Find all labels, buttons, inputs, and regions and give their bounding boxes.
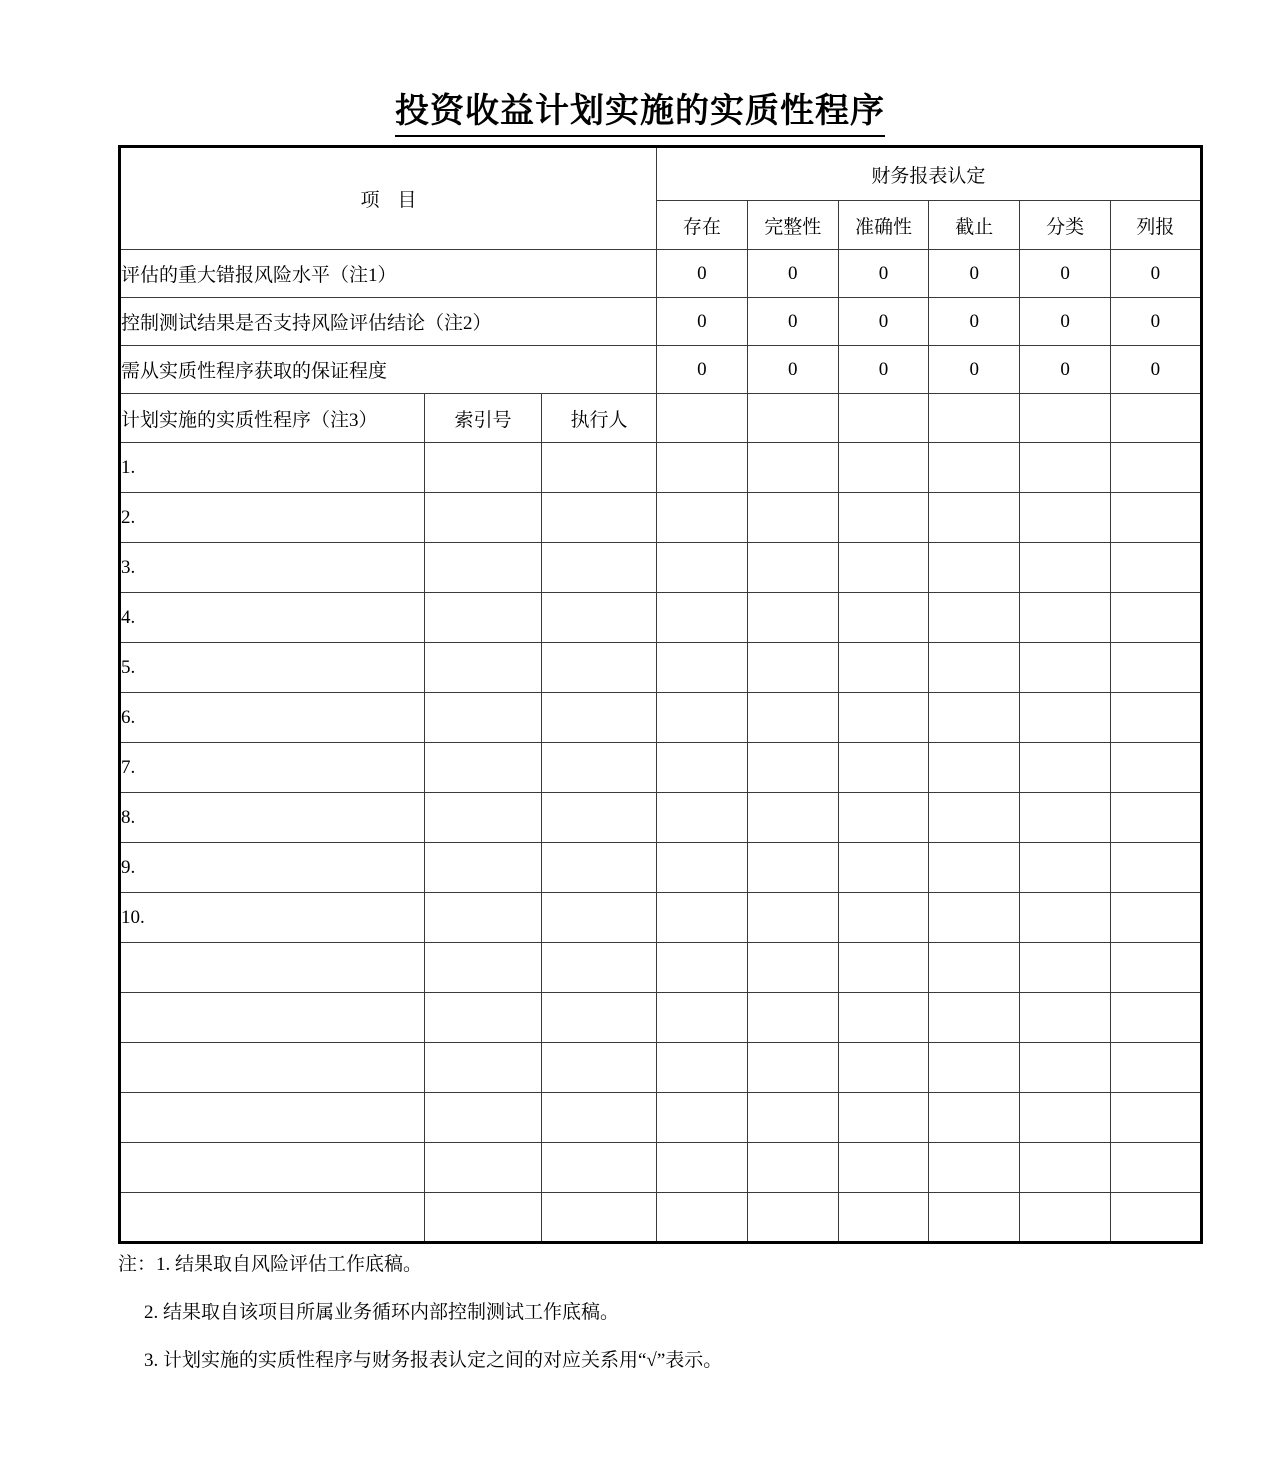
procedure-row-2-existence-cell[interactable] (657, 543, 748, 593)
procedure-row-10-cutoff-cell[interactable] (929, 943, 1020, 993)
procedure-row-14-label[interactable] (120, 1143, 425, 1193)
procedure-row-14-classification-cell[interactable] (1020, 1143, 1111, 1193)
table-row (120, 843, 1202, 893)
procedure-row-2-classification-cell[interactable] (1020, 543, 1111, 593)
procedure-row-5-existence-cell[interactable] (657, 693, 748, 743)
procedure-row-8-label[interactable]: 9. (120, 843, 425, 893)
header-assertion-presentation: 列报 (1110, 201, 1201, 250)
procedure-row-13-classification-cell[interactable] (1020, 1093, 1111, 1143)
risk-row-label-1: 控制测试结果是否支持风险评估结论（注2） (120, 298, 657, 346)
procedure-row-15-presentation-cell[interactable] (1110, 1193, 1201, 1243)
risk-row-0-value-3[interactable]: 0 (929, 250, 1020, 298)
procedure-row-15-existence-cell[interactable] (657, 1193, 748, 1243)
procedure-row-11-index-no-cell[interactable] (425, 993, 542, 1043)
header-assertion-cutoff: 截止 (929, 201, 1020, 250)
procedure-row-13-accuracy-cell[interactable] (838, 1093, 929, 1143)
procedure-row-9-label[interactable]: 10. (120, 893, 425, 943)
procedure-row-7-existence-cell[interactable] (657, 793, 748, 843)
substantive-procedures-table (118, 145, 1203, 1244)
procedure-row-5-performer-cell[interactable] (542, 693, 657, 743)
procedure-row-4-classification-cell[interactable] (1020, 643, 1111, 693)
procedure-row-9-completeness-cell[interactable] (747, 893, 838, 943)
procedure-row-8-performer-cell[interactable] (542, 843, 657, 893)
procedure-row-10-existence-cell[interactable] (657, 943, 748, 993)
procedure-row-10-label[interactable] (120, 943, 425, 993)
procedure-row-10-classification-cell[interactable] (1020, 943, 1111, 993)
risk-row-2-value-4[interactable]: 0 (1020, 346, 1111, 394)
table-row (120, 593, 1202, 643)
risk-row-1-value-1[interactable]: 0 (747, 298, 838, 346)
procedure-row-5-presentation-cell[interactable] (1110, 693, 1201, 743)
risk-row-0-value-1[interactable]: 0 (747, 250, 838, 298)
procedure-row-7-completeness-cell[interactable] (747, 793, 838, 843)
procedure-row-10-index-no-cell[interactable] (425, 943, 542, 993)
table-row (120, 943, 1202, 993)
risk-row-2-value-2[interactable]: 0 (838, 346, 929, 394)
risk-row-0-value-4[interactable]: 0 (1020, 250, 1111, 298)
procedure-row-10-presentation-cell[interactable] (1110, 943, 1201, 993)
table-row (120, 693, 1202, 743)
header-assertion-classification: 分类 (1020, 201, 1111, 250)
procedure-row-7-classification-cell[interactable] (1020, 793, 1111, 843)
procedure-row-15-index-no-cell[interactable] (425, 1193, 542, 1243)
procedure-row-3-presentation-cell[interactable] (1110, 593, 1201, 643)
procedure-row-4-accuracy-cell[interactable] (838, 643, 929, 693)
procedure-row-0-classification-cell[interactable] (1020, 443, 1111, 493)
procedure-row-4-existence-cell[interactable] (657, 643, 748, 693)
procedure-row-6-label[interactable]: 7. (120, 743, 425, 793)
procedure-row-3-completeness-cell[interactable] (747, 593, 838, 643)
procedure-row-11-presentation-cell[interactable] (1110, 993, 1201, 1043)
procedure-row-3-accuracy-cell[interactable] (838, 593, 929, 643)
procedure-row-5-accuracy-cell[interactable] (838, 693, 929, 743)
procedure-row-3-performer-cell[interactable] (542, 593, 657, 643)
procedure-row-14-index-no-cell[interactable] (425, 1143, 542, 1193)
procedure-row-7-index-no-cell[interactable] (425, 793, 542, 843)
table-header-row-group (120, 147, 1202, 201)
procedure-row-6-existence-cell[interactable] (657, 743, 748, 793)
procedure-row-7-cutoff-cell[interactable] (929, 793, 1020, 843)
procedure-row-11-cutoff-cell[interactable] (929, 993, 1020, 1043)
page-title-container (0, 90, 1280, 137)
table-row (120, 1193, 1202, 1243)
procedure-row-14-completeness-cell[interactable] (747, 1143, 838, 1193)
table-row (120, 346, 1202, 394)
footnotes (118, 1252, 1218, 1396)
risk-row-1-value-3[interactable]: 0 (929, 298, 1020, 346)
procedure-row-3-existence-cell[interactable] (657, 593, 748, 643)
procedure-header-assert-1 (747, 394, 838, 443)
table-row (120, 1143, 1202, 1193)
procedure-row-12-performer-cell[interactable] (542, 1043, 657, 1093)
procedure-row-0-accuracy-cell[interactable] (838, 443, 929, 493)
procedure-row-9-presentation-cell[interactable] (1110, 893, 1201, 943)
procedure-header-assert-3 (929, 394, 1020, 443)
header-assertion-existence: 存在 (657, 201, 748, 250)
table-row (120, 993, 1202, 1043)
risk-row-2-value-5[interactable]: 0 (1110, 346, 1201, 394)
procedure-row-11-completeness-cell[interactable] (747, 993, 838, 1043)
risk-row-0-value-0[interactable]: 0 (657, 250, 748, 298)
risk-row-2-value-0[interactable]: 0 (657, 346, 748, 394)
procedure-header-performer: 执行人 (542, 394, 657, 443)
procedure-row-6-index-no-cell[interactable] (425, 743, 542, 793)
procedure-row-10-accuracy-cell[interactable] (838, 943, 929, 993)
procedure-row-8-presentation-cell[interactable] (1110, 843, 1201, 893)
procedure-row-1-index-no-cell[interactable] (425, 493, 542, 543)
procedure-row-8-classification-cell[interactable] (1020, 843, 1111, 893)
footnote-3: 3. 计划实施的实质性程序与财务报表认定之间的对应关系用“√”表示。 (144, 1350, 723, 1371)
procedure-row-8-existence-cell[interactable] (657, 843, 748, 893)
procedure-row-9-cutoff-cell[interactable] (929, 893, 1020, 943)
procedure-row-5-completeness-cell[interactable] (747, 693, 838, 743)
procedure-row-12-index-no-cell[interactable] (425, 1043, 542, 1093)
procedure-row-3-classification-cell[interactable] (1020, 593, 1111, 643)
risk-row-1-value-4[interactable]: 0 (1020, 298, 1111, 346)
procedure-row-13-presentation-cell[interactable] (1110, 1093, 1201, 1143)
procedure-header-index-no: 索引号 (425, 394, 542, 443)
procedure-row-5-index-no-cell[interactable] (425, 693, 542, 743)
risk-row-label-2: 需从实质性程序获取的保证程度 (120, 346, 657, 394)
table-row (120, 793, 1202, 843)
procedure-row-2-accuracy-cell[interactable] (838, 543, 929, 593)
table-row (120, 643, 1202, 693)
table-row (120, 1093, 1202, 1143)
procedure-row-12-presentation-cell[interactable] (1110, 1043, 1201, 1093)
procedure-row-12-cutoff-cell[interactable] (929, 1043, 1020, 1093)
procedure-row-10-performer-cell[interactable] (542, 943, 657, 993)
procedure-row-15-cutoff-cell[interactable] (929, 1193, 1020, 1243)
risk-row-0-value-5[interactable]: 0 (1110, 250, 1201, 298)
procedure-header-assert-5 (1110, 394, 1201, 443)
procedure-row-9-existence-cell[interactable] (657, 893, 748, 943)
procedure-row-9-performer-cell[interactable] (542, 893, 657, 943)
procedure-row-11-existence-cell[interactable] (657, 993, 748, 1043)
procedure-row-15-performer-cell[interactable] (542, 1193, 657, 1243)
procedure-row-1-existence-cell[interactable] (657, 493, 748, 543)
procedure-row-15-completeness-cell[interactable] (747, 1193, 838, 1243)
procedure-row-14-presentation-cell[interactable] (1110, 1143, 1201, 1193)
procedure-row-2-label[interactable]: 3. (120, 543, 425, 593)
procedure-row-12-existence-cell[interactable] (657, 1043, 748, 1093)
procedure-row-7-performer-cell[interactable] (542, 793, 657, 843)
procedure-row-7-label[interactable]: 8. (120, 793, 425, 843)
table-row (120, 743, 1202, 793)
risk-row-2-value-3[interactable]: 0 (929, 346, 1020, 394)
table-body (120, 147, 1202, 1243)
procedure-row-2-performer-cell[interactable] (542, 543, 657, 593)
procedure-row-2-index-no-cell[interactable] (425, 543, 542, 593)
procedure-row-4-completeness-cell[interactable] (747, 643, 838, 693)
procedure-row-8-completeness-cell[interactable] (747, 843, 838, 893)
procedure-row-14-accuracy-cell[interactable] (838, 1143, 929, 1193)
procedure-header-assert-4 (1020, 394, 1111, 443)
procedure-row-15-classification-cell[interactable] (1020, 1193, 1111, 1243)
table-row (120, 493, 1202, 543)
procedure-row-6-completeness-cell[interactable] (747, 743, 838, 793)
procedure-row-6-classification-cell[interactable] (1020, 743, 1111, 793)
table-row (120, 298, 1202, 346)
procedure-row-2-presentation-cell[interactable] (1110, 543, 1201, 593)
page-title: 投资收益计划实施的实质性程序 (395, 90, 885, 137)
procedure-row-0-existence-cell[interactable] (657, 443, 748, 493)
procedure-header-label: 计划实施的实质性程序（注3） (120, 394, 425, 443)
procedure-row-14-performer-cell[interactable] (542, 1143, 657, 1193)
procedure-row-13-index-no-cell[interactable] (425, 1093, 542, 1143)
procedure-row-13-label[interactable] (120, 1093, 425, 1143)
procedure-row-0-label[interactable]: 1. (120, 443, 425, 493)
procedure-row-8-cutoff-cell[interactable] (929, 843, 1020, 893)
procedure-row-14-cutoff-cell[interactable] (929, 1143, 1020, 1193)
table-row (120, 443, 1202, 493)
procedure-row-1-completeness-cell[interactable] (747, 493, 838, 543)
procedure-row-0-presentation-cell[interactable] (1110, 443, 1201, 493)
table-row (120, 543, 1202, 593)
header-item-char-2: 目 (397, 190, 417, 211)
risk-row-1-value-0[interactable]: 0 (657, 298, 748, 346)
procedure-row-4-performer-cell[interactable] (542, 643, 657, 693)
risk-row-1-value-5[interactable]: 0 (1110, 298, 1201, 346)
procedure-header-assert-2 (838, 394, 929, 443)
risk-row-0-value-2[interactable]: 0 (838, 250, 929, 298)
procedure-row-5-cutoff-cell[interactable] (929, 693, 1020, 743)
procedure-row-0-completeness-cell[interactable] (747, 443, 838, 493)
worksheet-table-container (118, 145, 1200, 1244)
procedure-subheader-row (120, 394, 1202, 443)
procedure-row-12-completeness-cell[interactable] (747, 1043, 838, 1093)
procedure-row-10-completeness-cell[interactable] (747, 943, 838, 993)
procedure-row-3-cutoff-cell[interactable] (929, 593, 1020, 643)
procedure-row-1-performer-cell[interactable] (542, 493, 657, 543)
procedure-row-6-presentation-cell[interactable] (1110, 743, 1201, 793)
procedure-row-3-index-no-cell[interactable] (425, 593, 542, 643)
procedure-row-6-cutoff-cell[interactable] (929, 743, 1020, 793)
risk-row-1-value-2[interactable]: 0 (838, 298, 929, 346)
table-row (120, 250, 1202, 298)
procedure-row-9-index-no-cell[interactable] (425, 893, 542, 943)
procedure-row-13-completeness-cell[interactable] (747, 1093, 838, 1143)
table-row (120, 893, 1202, 943)
footnote-2: 2. 结果取自该项目所属业务循环内部控制测试工作底稿。 (144, 1302, 620, 1323)
risk-row-2-value-1[interactable]: 0 (747, 346, 838, 394)
procedure-row-2-cutoff-cell[interactable] (929, 543, 1020, 593)
procedure-row-12-classification-cell[interactable] (1020, 1043, 1111, 1093)
header-assertion-accuracy: 准确性 (838, 201, 929, 250)
header-item-char-1: 项 (360, 190, 380, 211)
procedure-row-7-accuracy-cell[interactable] (838, 793, 929, 843)
procedure-row-15-accuracy-cell[interactable] (838, 1193, 929, 1243)
procedure-row-9-classification-cell[interactable] (1020, 893, 1111, 943)
procedure-row-6-accuracy-cell[interactable] (838, 743, 929, 793)
procedure-row-4-label[interactable]: 5. (120, 643, 425, 693)
procedure-row-1-label[interactable]: 2. (120, 493, 425, 543)
procedure-row-11-accuracy-cell[interactable] (838, 993, 929, 1043)
table-row (120, 1043, 1202, 1093)
header-assertion-completeness: 完整性 (747, 201, 838, 250)
procedure-row-7-presentation-cell[interactable] (1110, 793, 1201, 843)
procedure-row-13-performer-cell[interactable] (542, 1093, 657, 1143)
procedure-row-0-performer-cell[interactable] (542, 443, 657, 493)
footnote-1: 注：1. 结果取自风险评估工作底稿。 (118, 1254, 423, 1275)
procedure-row-11-classification-cell[interactable] (1020, 993, 1111, 1043)
risk-row-label-0: 评估的重大错报风险水平（注1） (120, 250, 657, 298)
procedure-row-1-classification-cell[interactable] (1020, 493, 1111, 543)
header-assertions-group: 财务报表认定 (657, 147, 1202, 201)
procedure-row-1-accuracy-cell[interactable] (838, 493, 929, 543)
procedure-row-8-index-no-cell[interactable] (425, 843, 542, 893)
procedure-row-12-label[interactable] (120, 1043, 425, 1093)
procedure-row-0-cutoff-cell[interactable] (929, 443, 1020, 493)
procedure-row-15-label[interactable] (120, 1193, 425, 1243)
procedure-header-assert-0 (657, 394, 748, 443)
procedure-row-5-classification-cell[interactable] (1020, 693, 1111, 743)
procedure-row-6-performer-cell[interactable] (542, 743, 657, 793)
procedure-row-11-performer-cell[interactable] (542, 993, 657, 1043)
procedure-row-13-existence-cell[interactable] (657, 1093, 748, 1143)
procedure-row-1-presentation-cell[interactable] (1110, 493, 1201, 543)
procedure-row-5-label[interactable]: 6. (120, 693, 425, 743)
procedure-row-1-cutoff-cell[interactable] (929, 493, 1020, 543)
procedure-row-13-cutoff-cell[interactable] (929, 1093, 1020, 1143)
procedure-row-4-presentation-cell[interactable] (1110, 643, 1201, 693)
procedure-row-4-index-no-cell[interactable] (425, 643, 542, 693)
procedure-row-12-accuracy-cell[interactable] (838, 1043, 929, 1093)
header-item-column (120, 147, 657, 250)
procedure-row-14-existence-cell[interactable] (657, 1143, 748, 1193)
procedure-row-11-label[interactable] (120, 993, 425, 1043)
procedure-row-8-accuracy-cell[interactable] (838, 843, 929, 893)
procedure-row-4-cutoff-cell[interactable] (929, 643, 1020, 693)
procedure-row-9-accuracy-cell[interactable] (838, 893, 929, 943)
procedure-row-0-index-no-cell[interactable] (425, 443, 542, 493)
procedure-row-2-completeness-cell[interactable] (747, 543, 838, 593)
procedure-row-3-label[interactable]: 4. (120, 593, 425, 643)
